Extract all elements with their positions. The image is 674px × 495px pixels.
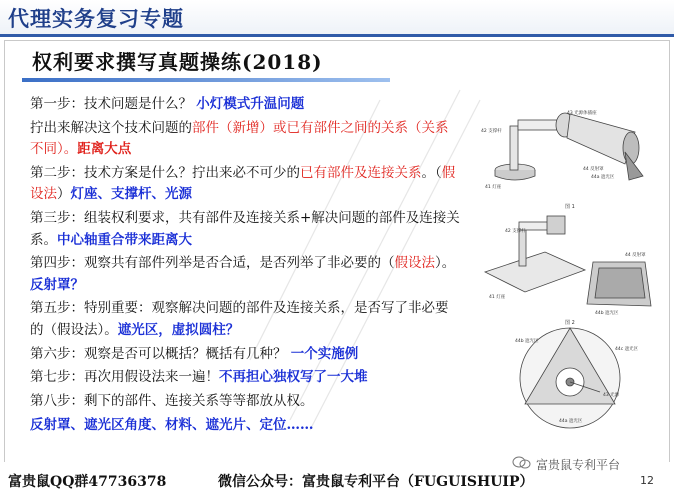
step-1-detail-red: 部件（新增）或已有部件之间的关系（关系不同）。 bbox=[30, 119, 449, 158]
step-4-answer: 反射罩？ bbox=[30, 276, 84, 293]
patent-figures bbox=[475, 92, 665, 430]
step-3-text: 第三步：组装权利要求，共有部件及连接关系+解决问题的部件及连接关系。 bbox=[30, 210, 460, 248]
part-label: 44c 遮光区 bbox=[615, 347, 639, 352]
step-2-red2: 假设法 bbox=[30, 164, 456, 203]
step-4 bbox=[30, 253, 460, 296]
step-8-text: 第八步：剩下的部件、连接关系等等都放从权。 bbox=[30, 393, 314, 409]
step-2-mid: 。（ bbox=[421, 164, 442, 181]
platform-watermark: 富贵鼠专利平台 bbox=[536, 458, 621, 472]
part-label: 42 支撑杆 bbox=[505, 229, 526, 234]
page-number: 12 bbox=[640, 474, 654, 487]
step-2 bbox=[30, 163, 460, 206]
footer-wechat bbox=[218, 471, 534, 491]
figure-1 bbox=[495, 113, 643, 180]
step-1-detail bbox=[30, 118, 460, 161]
step-2-answer: 灯座、支撑杆、光源 bbox=[70, 186, 192, 203]
final-line-text: 反射罩、遮光区角度、材料、遮光片、定位…… bbox=[30, 416, 314, 433]
step-7 bbox=[30, 367, 460, 389]
part-label: 43 光源体插座 bbox=[567, 111, 597, 116]
step-3 bbox=[30, 208, 460, 251]
step-1-detail-text: 拧出来解决这个技术问题的 bbox=[30, 119, 192, 136]
part-label: 41 灯座 bbox=[485, 185, 502, 190]
step-4-text: 第四步：观察共有部件列举是否合适，是否列举了非必要的（ bbox=[30, 255, 395, 272]
footer-wechat-label: 微信公众号： bbox=[218, 474, 302, 490]
step-5-text: 第五步：特别重要：观察解决问题的部件及连接关系，是否写了非必要的（假设法）。 bbox=[30, 300, 449, 338]
part-label: 42 支撑杆 bbox=[481, 129, 502, 134]
step-4-mid: ）。 bbox=[435, 255, 456, 272]
part-label: 41 灯座 bbox=[489, 295, 506, 300]
step-7-text: 第七步：再次用假设法来一遍！ bbox=[30, 369, 219, 386]
step-1-answer: 小灯模式升温问题 bbox=[196, 96, 305, 112]
steps-list bbox=[30, 94, 460, 438]
final-line bbox=[30, 415, 460, 437]
header-title: 代理实务复习专题 bbox=[8, 6, 184, 31]
part-label: 44b 遮光区 bbox=[595, 311, 619, 316]
step-5-answer: 遮光区，虚拟圆柱？ bbox=[117, 321, 240, 338]
footer-wechat-name: 富贵鼠专利平台（FUGUISHUIP） bbox=[302, 474, 534, 490]
header-divider bbox=[0, 34, 674, 37]
step-7-answer: 不再担心独权写了一大堆 bbox=[219, 369, 368, 386]
part-label: 44a 遮光区 bbox=[559, 419, 583, 424]
footer-qq-group: 富贵鼠QQ群47736378 bbox=[8, 474, 167, 490]
step-2-red: 已有部件及连接关系 bbox=[300, 164, 422, 181]
part-label: 43 光源 bbox=[603, 393, 620, 398]
step-1 bbox=[30, 94, 460, 116]
step-6-answer: 一个实施例 bbox=[290, 345, 359, 362]
part-label: 44 反射罩 bbox=[625, 253, 646, 258]
step-6 bbox=[30, 344, 460, 366]
part-label: 44 反射罩 bbox=[583, 167, 604, 172]
step-1-text: 第一步：技术问题是什么？ bbox=[30, 96, 197, 112]
figure-2-caption: 图 2 bbox=[565, 320, 575, 326]
step-6-text: 第六步：观察是否可以概括？概括有几种？ bbox=[30, 345, 291, 362]
step-1-detail-answer: 距离大点 bbox=[77, 141, 132, 158]
title-underline bbox=[22, 78, 390, 82]
figure-1-caption: 图 1 bbox=[565, 204, 575, 210]
slide-title: 权利要求撰写真题操练(2018) bbox=[32, 50, 323, 74]
step-2-text: 第二步：技术方案是什么？拧出来必不可少的 bbox=[30, 164, 300, 181]
step-4-red: 假设法 bbox=[394, 255, 435, 272]
step-8 bbox=[30, 391, 460, 413]
part-label: 44a 遮光区 bbox=[591, 175, 615, 180]
part-label: 44b 遮光区 bbox=[515, 339, 539, 344]
wechat-icon bbox=[512, 456, 532, 470]
step-3-answer: 中心轴重合带来距离大 bbox=[57, 231, 192, 248]
header-bar bbox=[0, 0, 674, 34]
step-5 bbox=[30, 298, 460, 341]
step-2-mid2: ） bbox=[57, 186, 71, 203]
